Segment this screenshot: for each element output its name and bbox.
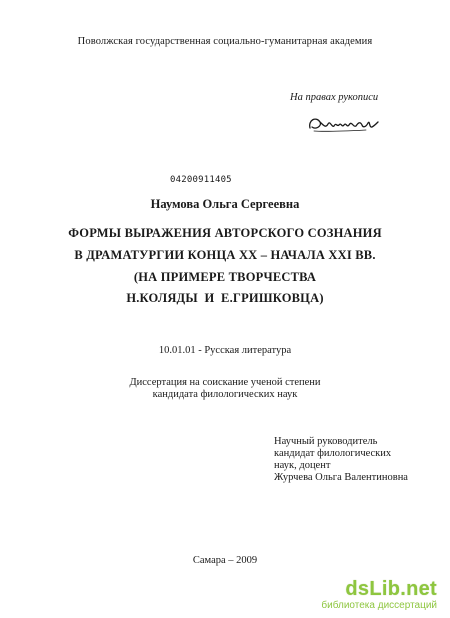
author-name: Наумова Ольга Сергеевна bbox=[150, 197, 300, 211]
dissertation-title-line: В ДРАМАТУРГИИ КОНЦА XX – НАЧАЛА XXI ВВ. bbox=[74, 248, 376, 262]
city-year: Самара – 2009 bbox=[192, 555, 258, 566]
dslib-watermark bbox=[305, 578, 445, 614]
degree-statement-line: Диссертация на соискание ученой степени bbox=[129, 377, 321, 388]
dissertation-title-line: Н.КОЛЯДЫ И Е.ГРИШКОВЦА) bbox=[126, 291, 324, 305]
manuscript-rights-note: На правах рукописи bbox=[290, 92, 379, 103]
dissertation-title-line: ФОРМЫ ВЫРАЖЕНИЯ АВТОРСКОГО СОЗНАНИЯ bbox=[68, 226, 382, 240]
record-id: 04200911405 bbox=[170, 175, 232, 185]
watermark-logo: dsLib.net bbox=[345, 578, 437, 600]
watermark-tagline: библиотека диссертаций bbox=[321, 600, 437, 611]
degree-statement-line: кандидата филологических наук bbox=[152, 389, 298, 400]
advisor-info-line: кандидат филологических bbox=[274, 448, 392, 459]
author-signature bbox=[306, 112, 382, 136]
dissertation-title-line: (НА ПРИМЕРЕ ТВОРЧЕСТВА bbox=[133, 270, 317, 284]
advisor-info-line: наук, доцент bbox=[274, 460, 331, 471]
advisor-info-line: Журчева Ольга Валентиновна bbox=[274, 472, 408, 483]
institution-name: Поволжская государственная социально-гуманитарная академия bbox=[77, 36, 373, 47]
specialty-code: 10.01.01 - Русская литература bbox=[158, 345, 292, 356]
advisor-info-line: Научный руководитель bbox=[274, 436, 378, 447]
